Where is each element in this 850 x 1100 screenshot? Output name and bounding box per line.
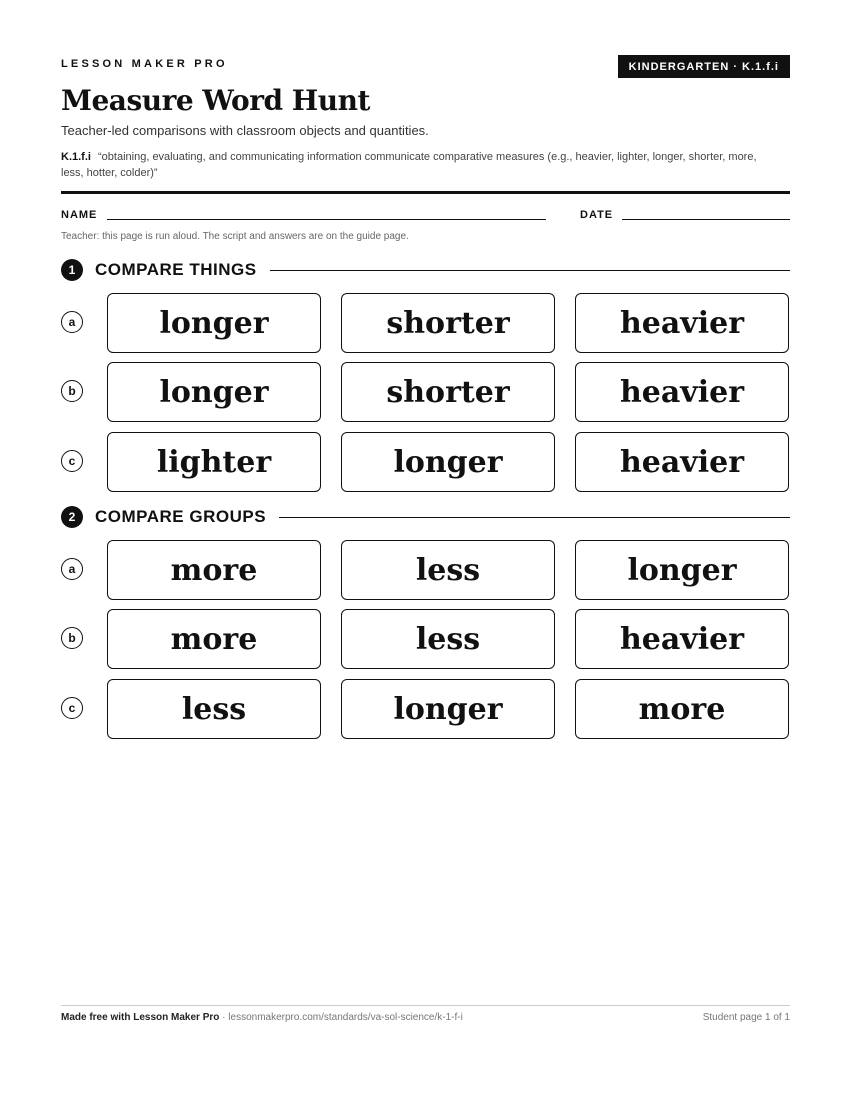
section-divider bbox=[279, 517, 790, 518]
date-field[interactable] bbox=[622, 219, 790, 220]
brand-name: LESSON MAKER PRO bbox=[61, 58, 228, 70]
section-compare-groups bbox=[61, 506, 790, 528]
worksheet-page bbox=[61, 0, 790, 1100]
section-compare-things bbox=[61, 259, 790, 281]
row-letter: b bbox=[61, 380, 83, 402]
word-card[interactable]: less bbox=[107, 679, 321, 739]
word-row bbox=[61, 432, 790, 492]
word-card[interactable]: heavier bbox=[575, 432, 789, 492]
page-subtitle: Teacher-led comparisons with classroom objects and quantities. bbox=[61, 123, 429, 138]
footer-credit bbox=[61, 1012, 463, 1023]
teacher-note: Teacher: this page is run aloud. The script and answers are on the guide page. bbox=[61, 231, 409, 242]
word-card[interactable]: shorter bbox=[341, 362, 555, 422]
row-letter: c bbox=[61, 697, 83, 719]
word-row bbox=[61, 679, 790, 739]
grade-badge: KINDERGARTEN · K.1.f.i bbox=[618, 55, 790, 78]
word-card[interactable]: less bbox=[341, 609, 555, 669]
word-row bbox=[61, 293, 790, 353]
word-card[interactable]: longer bbox=[107, 293, 321, 353]
name-field[interactable] bbox=[107, 219, 546, 220]
word-card[interactable]: heavier bbox=[575, 609, 789, 669]
word-row bbox=[61, 362, 790, 422]
section-title: COMPARE THINGS bbox=[95, 260, 257, 279]
standard-code: K.1.f.i bbox=[61, 151, 91, 163]
standard-text: “obtaining, evaluating, and communicating information communicate comparative measures (e.g., heavier, lighter, longer, shorter, more, less, hotter, colder)” bbox=[61, 151, 757, 179]
standard-description bbox=[61, 149, 761, 181]
section-title: COMPARE GROUPS bbox=[95, 507, 267, 526]
word-row bbox=[61, 540, 790, 600]
section-divider bbox=[270, 270, 790, 271]
word-card[interactable]: longer bbox=[341, 679, 555, 739]
row-letter: c bbox=[61, 450, 83, 472]
word-card[interactable]: shorter bbox=[341, 293, 555, 353]
word-row bbox=[61, 609, 790, 669]
word-card[interactable]: longer bbox=[341, 432, 555, 492]
word-card[interactable]: longer bbox=[575, 540, 789, 600]
word-card[interactable]: more bbox=[575, 679, 789, 739]
footer-url-link[interactable]: lessonmakerpro.com/standards/va-sol-science/k-1-f-i bbox=[228, 1012, 463, 1023]
word-card[interactable]: heavier bbox=[575, 293, 789, 353]
header-divider bbox=[61, 191, 790, 194]
section-number: 1 bbox=[61, 259, 83, 281]
date-label: DATE bbox=[580, 209, 614, 221]
word-card[interactable]: more bbox=[107, 609, 321, 669]
section-number: 2 bbox=[61, 506, 83, 528]
footer-made-with: Made free with Lesson Maker Pro bbox=[61, 1012, 220, 1023]
word-card[interactable]: longer bbox=[107, 362, 321, 422]
page-title: Measure Word Hunt bbox=[61, 84, 370, 117]
word-card[interactable]: more bbox=[107, 540, 321, 600]
name-label: NAME bbox=[61, 209, 98, 221]
footer-separator: · bbox=[219, 1012, 229, 1023]
footer-page-label: Student page 1 of 1 bbox=[702, 1012, 790, 1023]
row-letter: a bbox=[61, 558, 83, 580]
word-card[interactable]: lighter bbox=[107, 432, 321, 492]
row-letter: b bbox=[61, 627, 83, 649]
footer-divider bbox=[61, 1005, 790, 1006]
word-card[interactable]: heavier bbox=[575, 362, 789, 422]
word-card[interactable]: less bbox=[341, 540, 555, 600]
row-letter: a bbox=[61, 311, 83, 333]
